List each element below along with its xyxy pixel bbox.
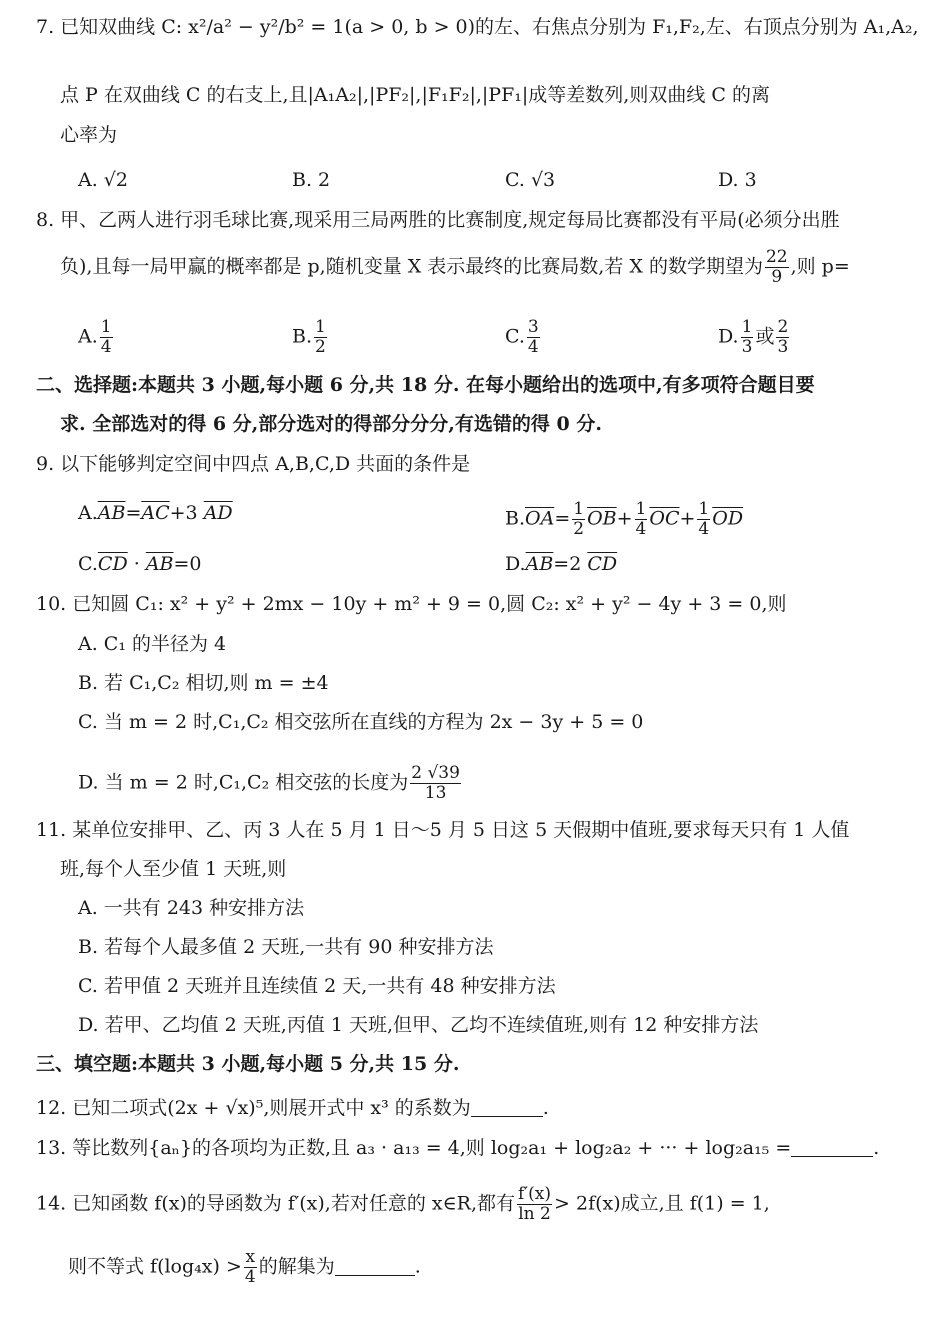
q9-stem: 9. 以下能够判定空间中四点 A,B,C,D 共面的条件是 bbox=[36, 453, 471, 475]
q8-line2-post: ,则 p= bbox=[790, 255, 850, 278]
q9-b-prefix: B. bbox=[505, 507, 526, 530]
q9-option-c bbox=[78, 551, 202, 577]
q7-line1: 点 P 在双曲线 C 的右支上,且|A₁A₂|,|PF₂|,|F₁F₂|,|PF₁|成等差数列,则双曲线 C 的离 bbox=[60, 84, 770, 106]
q9-c-dot: · bbox=[127, 553, 146, 575]
q10-d-num: 2 √39 bbox=[411, 763, 460, 783]
q9-b-fraction1 bbox=[572, 500, 585, 539]
q13-end: . bbox=[873, 1137, 880, 1159]
q8-expect-num: 22 bbox=[765, 247, 788, 267]
q9-b-eq: = bbox=[554, 507, 571, 530]
q8-option-d-den1: 3 bbox=[741, 337, 753, 357]
q9-d-prefix: D. bbox=[505, 553, 526, 575]
q8-option-c-num: 3 bbox=[527, 317, 539, 337]
q8-option-d-num2: 2 bbox=[777, 317, 789, 337]
q14-line1 bbox=[36, 1185, 770, 1224]
q9-option-b bbox=[505, 500, 743, 539]
q9-b-plus1: + bbox=[616, 507, 633, 530]
vector-od: $\overline{OD}$ bbox=[712, 507, 744, 530]
vector-cd: $\overline{CD}$ bbox=[97, 553, 128, 575]
q14-fraction bbox=[517, 1185, 552, 1224]
q7-option-b: B. 2 bbox=[292, 169, 331, 191]
section3-heading: 三、填空题:本题共 3 小题,每小题 5 分,共 15 分. bbox=[36, 1053, 460, 1075]
q12-answer-blank[interactable] bbox=[471, 1098, 543, 1117]
q8-option-d-fraction2 bbox=[776, 318, 789, 357]
vector-ab: $\overline{AB}$ bbox=[525, 553, 554, 575]
q12 bbox=[36, 1095, 549, 1121]
q9-option-a bbox=[78, 500, 233, 526]
q11-line2: 班,每个人至少值 1 天班,则 bbox=[60, 858, 287, 880]
q13-answer-blank[interactable] bbox=[791, 1138, 873, 1157]
q14-fraction2 bbox=[244, 1248, 257, 1287]
q7-option-c: C. √3 bbox=[505, 169, 556, 191]
q8-option-b bbox=[292, 318, 329, 357]
q9-d-mid: =2 bbox=[553, 553, 582, 575]
q9-b-c3-num: 1 bbox=[698, 499, 710, 519]
q10-d-text: D. 当 m = 2 时,C₁,C₂ 相交弦的长度为 bbox=[78, 771, 409, 794]
q14-post: > 2f(x)成立,且 f(1) = 1, bbox=[554, 1192, 770, 1215]
q8-option-b-prefix: B. bbox=[292, 325, 313, 348]
q14-frac2-den: 4 bbox=[244, 1267, 256, 1287]
q8-option-d-prefix: D. bbox=[718, 325, 739, 348]
q8-option-a-prefix: A. bbox=[78, 325, 98, 348]
q8-option-d-or: 或 bbox=[755, 325, 775, 348]
q7-line2: 心率为 bbox=[60, 124, 118, 146]
q8-line1: 8. 甲、乙两人进行羽毛球比赛,现采用三局两胜的比赛制度,规定每局比赛都没有平局(必须分出胜 bbox=[36, 209, 840, 231]
q11-line1: 11. 某单位安排甲、乙、丙 3 人在 5 月 1 日～5 月 5 日这 5 天假期中值班,要求每天只有 1 人值 bbox=[36, 819, 850, 841]
q8-option-b-num: 1 bbox=[315, 317, 326, 337]
q9-c-tail: =0 bbox=[173, 553, 202, 575]
q9-b-c3-den: 4 bbox=[698, 519, 710, 539]
q9-a-prefix: A. bbox=[78, 502, 98, 524]
q8-option-b-den: 2 bbox=[315, 337, 326, 357]
q10-d-fraction bbox=[410, 764, 461, 803]
q7-option-d: D. 3 bbox=[718, 169, 757, 191]
q9-c-prefix: C. bbox=[78, 553, 98, 575]
q14-line2-pre: 则不等式 f(log₄x) > bbox=[68, 1255, 242, 1278]
q9-option-d bbox=[505, 551, 617, 577]
vector-oa: $\overline{OA}$ bbox=[525, 507, 555, 530]
q9-a-eq: = bbox=[125, 502, 142, 524]
q8-option-a-num: 1 bbox=[100, 317, 112, 337]
q9-b-fraction2 bbox=[635, 500, 648, 539]
q8-option-c-fraction bbox=[527, 318, 540, 357]
q8-option-c-den: 4 bbox=[527, 337, 539, 357]
q8-option-a-fraction bbox=[100, 318, 113, 357]
q12-end: . bbox=[542, 1097, 549, 1119]
q8-line2-pre: 负),且每一局甲赢的概率都是 p,随机变量 X 表示最终的比赛局数,若 X 的数学期望为 bbox=[60, 255, 763, 278]
q10-stem: 10. 已知圆 C₁: x² + y² + 2mx − 10y + m² + 9 = 0,圆 C₂: x² + y² − 4y + 3 = 0,则 bbox=[36, 593, 787, 615]
q10-d-den: 13 bbox=[424, 783, 447, 803]
q13 bbox=[36, 1135, 879, 1161]
vector-cd: $\overline{CD}$ bbox=[587, 553, 618, 575]
section2-heading-line2: 求. 全部选对的得 6 分,部分选对的得部分分分,有选错的得 0 分. bbox=[60, 413, 602, 435]
vector-ob: $\overline{OB}$ bbox=[587, 507, 617, 530]
q10-option-a: A. C₁ 的半径为 4 bbox=[78, 633, 227, 655]
q11-option-a: A. 一共有 243 种安排方法 bbox=[78, 897, 305, 919]
q8-option-d-fraction1 bbox=[741, 318, 754, 357]
q11-option-c: C. 若甲值 2 天班并且连续值 2 天,一共有 48 种安排方法 bbox=[78, 975, 556, 997]
q9-b-c1-num: 1 bbox=[573, 499, 585, 519]
vector-ad: $\overline{AD}$ bbox=[203, 502, 233, 524]
q14-frac-den: ln 2 bbox=[518, 1204, 551, 1224]
q8-option-d-den2: 3 bbox=[777, 337, 789, 357]
q7-option-a: A. √2 bbox=[78, 169, 128, 191]
q8-option-a bbox=[78, 318, 115, 357]
q9-a-plus: +3 bbox=[169, 502, 198, 524]
q10-option-b: B. 若 C₁,C₂ 相切,则 m = ±4 bbox=[78, 672, 329, 694]
section2-heading-line1: 二、选择题:本题共 3 小题,每小题 6 分,共 18 分. 在每小题给出的选项中,有多项符合题目要 bbox=[36, 374, 815, 396]
q9-b-c2-num: 1 bbox=[635, 499, 647, 519]
q8-option-c bbox=[505, 318, 542, 357]
vector-ab: $\overline{AB}$ bbox=[145, 553, 174, 575]
q8-option-d-num1: 1 bbox=[741, 317, 753, 337]
q8-expect-fraction bbox=[765, 248, 789, 287]
q8-option-b-fraction bbox=[314, 318, 327, 357]
q8-option-d bbox=[718, 318, 791, 357]
q14-answer-blank[interactable] bbox=[335, 1257, 415, 1276]
q7-line-cut bbox=[36, 16, 919, 54]
q9-b-c1-den: 2 bbox=[573, 519, 585, 539]
q12-text: 12. 已知二项式(2x + √x)⁵,则展开式中 x³ 的系数为 bbox=[36, 1097, 471, 1119]
q9-b-fraction3 bbox=[697, 500, 710, 539]
q9-b-c2-den: 4 bbox=[635, 519, 647, 539]
q14-frac-num: f′(x) bbox=[518, 1184, 552, 1204]
vector-ab: $\overline{AB}$ bbox=[97, 502, 126, 524]
q8-line2 bbox=[60, 248, 850, 287]
q13-text: 13. 等比数列{aₙ}的各项均为正数,且 a₃ · a₁₃ = 4,则 log₂a₁ + log₂a₂ + ··· + log₂a₁₅ = bbox=[36, 1137, 792, 1159]
q10-option-c: C. 当 m = 2 时,C₁,C₂ 相交弦所在直线的方程为 2x − 3y + 5 = 0 bbox=[78, 711, 644, 733]
q14-pre: 14. 已知函数 f(x)的导函数为 f′(x),若对任意的 x∈R,都有 bbox=[36, 1192, 515, 1215]
q10-option-d bbox=[78, 764, 463, 803]
q14-line2-post: 的解集为 bbox=[258, 1255, 335, 1278]
q14-end: . bbox=[414, 1255, 421, 1278]
q11-option-b: B. 若每个人最多值 2 天班,一共有 90 种安排方法 bbox=[78, 936, 494, 958]
q11-option-d: D. 若甲、乙均值 2 天班,丙值 1 天班,但甲、乙均不连续值班,则有 12 种安排方法 bbox=[78, 1014, 759, 1036]
q8-option-c-prefix: C. bbox=[505, 325, 525, 348]
vector-ac: $\overline{AC}$ bbox=[141, 502, 170, 524]
q14-frac2-num: x bbox=[245, 1247, 256, 1267]
q7-line0-text: 7. 已知双曲线 C: x²/a² − y²/b² = 1(a > 0, b > 0)的左、右焦点分别为 F₁,F₂,左、右顶点分别为 A₁,A₂, bbox=[36, 16, 919, 38]
q8-expect-den: 9 bbox=[771, 267, 783, 287]
q9-b-plus2: + bbox=[679, 507, 696, 530]
q8-option-a-den: 4 bbox=[100, 337, 112, 357]
vector-oc: $\overline{OC}$ bbox=[649, 507, 680, 530]
q14-line2 bbox=[68, 1248, 421, 1287]
